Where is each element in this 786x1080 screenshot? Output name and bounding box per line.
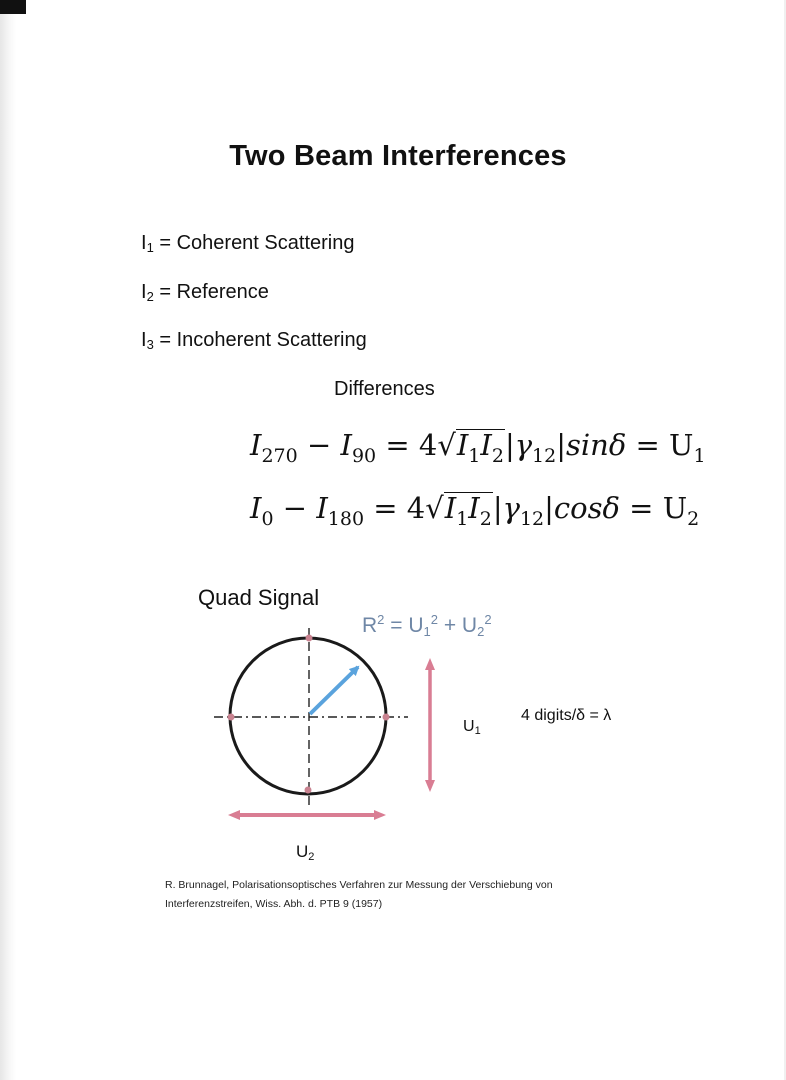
u2-double-arrow <box>228 810 386 820</box>
resultant-arrow <box>310 667 358 714</box>
sqrt-term: $I_1I_2$ <box>456 428 504 467</box>
citation <box>165 876 725 914</box>
u1-label: $U_1$ <box>463 718 481 737</box>
digits-note: 4 digits/δ = λ <box>521 707 612 724</box>
page-title: Two Beam Interferences <box>229 140 567 172</box>
definition-i1: $I_1$ = Coherent Scattering <box>141 232 355 255</box>
u1-double-arrow <box>425 658 435 792</box>
u2-label: $U_2$ <box>296 842 315 863</box>
marker-right <box>383 714 390 721</box>
equation-cosine: $I_0 - I_{180} = 4√I_1I_2|\gamma_{12}|\cos\delta = U_2$ <box>250 491 700 530</box>
phase-circle <box>230 638 386 794</box>
definition-i2: $I_2$ = Reference <box>141 281 269 304</box>
marker-left <box>228 714 235 721</box>
citation-line-2: Interferenzstreifen, Wiss. Abh. d. PTB 9 (1957) <box>165 898 383 910</box>
definition-i3: $I_3$ = Incoherent Scattering <box>141 329 367 352</box>
quad-signal-label: Quad Signal <box>198 585 320 610</box>
marker-top <box>306 635 313 642</box>
equation-sine: $I_{270} - I_{90} = 4√I_1I_2|\gamma_{12}|\sin\delta = U_1$ <box>250 428 706 467</box>
differences-heading: Differences <box>334 378 435 400</box>
radius-formula: $R^2 = U_1^2 + U_2^2$ <box>362 612 492 639</box>
citation-line-1: R. Brunnagel, Polarisationsoptisches Verfahren zur Messung der Verschiebung von <box>165 879 553 891</box>
marker-bottom <box>305 787 312 794</box>
sqrt-term: $I_1I_2$ <box>444 491 492 530</box>
